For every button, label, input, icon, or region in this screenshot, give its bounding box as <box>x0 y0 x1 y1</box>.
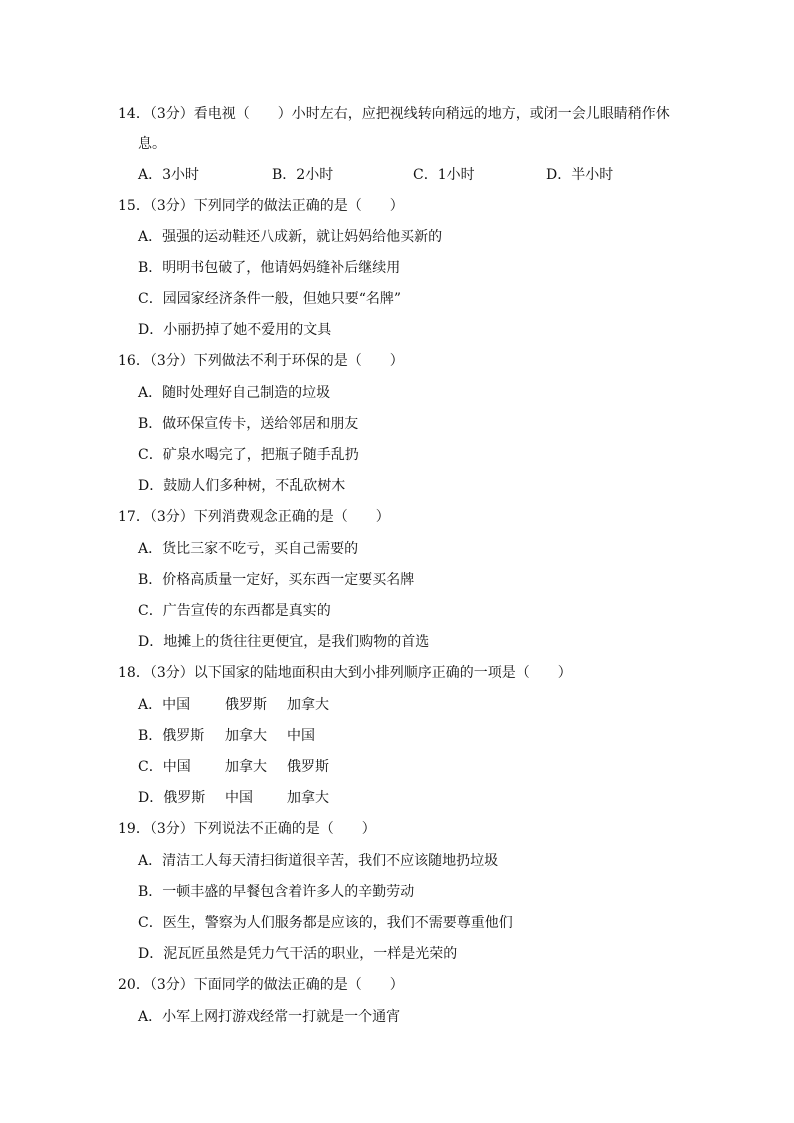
option-cell: 加拿大 <box>287 697 329 713</box>
question-20-option-a[interactable]: A．小军上网打游戏经常一打就是一个通宵 <box>138 1009 401 1025</box>
question-15-option-b[interactable]: B．明明书包破了，他请妈妈缝补后继续用 <box>138 260 401 276</box>
question-14-stem-continued: 息。 <box>138 136 166 152</box>
question-16-option-b[interactable]: B．做环保宣传卡，送给邻居和朋友 <box>138 416 359 432</box>
option-letter-cell: B．俄罗斯 <box>138 728 205 744</box>
option-d[interactable]: D．半小时 <box>546 167 614 183</box>
option-a[interactable]: A．3小时 <box>138 167 200 183</box>
option-letter-cell: A．中国 <box>138 697 191 713</box>
question-19-option-c[interactable]: C．医生，警察为人们服务都是应该的，我们不需要尊重他们 <box>138 915 513 931</box>
question-16-stem: 16．（3分）下列做法不利于环保的是（ ） <box>118 353 404 369</box>
question-17-option-a[interactable]: A．货比三家不吃亏，买自己需要的 <box>138 541 359 557</box>
question-16-option-c[interactable]: C．矿泉水喝完了，把瓶子随手乱扔 <box>138 447 359 463</box>
option-cell: 中国 <box>287 728 315 744</box>
question-16-option-d[interactable]: D．鼓励人们多种树，不乱砍树木 <box>138 478 346 494</box>
question-20-stem: 20．（3分）下面同学的做法正确的是（ ） <box>118 977 404 993</box>
option-cell: 加拿大 <box>287 790 329 806</box>
option-b[interactable]: B．2小时 <box>272 167 334 183</box>
question-19-option-b[interactable]: B．一顿丰盛的早餐包含着许多人的辛勤劳动 <box>138 884 415 900</box>
question-17-option-c[interactable]: C．广告宣传的东西都是真实的 <box>138 603 331 619</box>
option-cell: 加拿大 <box>225 728 267 744</box>
question-19-option-a[interactable]: A．清洁工人每天清扫街道很辛苦，我们不应该随地扔垃圾 <box>138 853 499 869</box>
option-cell: 中国 <box>225 790 253 806</box>
question-14-stem: 14．（3分）看电视（ ）小时左右，应把视线转向稍远的地方，或闭一会儿眼睛稍作休 <box>118 106 670 122</box>
question-15-option-d[interactable]: D．小丽扔掉了她不爱用的文具 <box>138 322 332 338</box>
question-17-stem: 17．（3分）下列消费观念正确的是（ ） <box>118 509 390 525</box>
question-17-option-b[interactable]: B．价格高质量一定好，买东西一定要买名牌 <box>138 572 415 588</box>
question-16-option-a[interactable]: A．随时处理好自己制造的垃圾 <box>138 385 331 401</box>
question-17-option-d[interactable]: D．地摊上的货往往更便宜，是我们购物的首选 <box>138 634 430 650</box>
question-15-option-c[interactable]: C．园园家经济条件一般，但她只要“名牌” <box>138 291 402 307</box>
question-15-option-a[interactable]: A．强强的运动鞋还八成新，就让妈妈给他买新的 <box>138 229 443 245</box>
option-letter-cell: D．俄罗斯 <box>138 790 206 806</box>
question-19-stem: 19．（3分）下列说法不正确的是（ ） <box>118 821 376 837</box>
question-19-option-d[interactable]: D．泥瓦匠虽然是凭力气干活的职业，一样是光荣的 <box>138 946 458 962</box>
option-cell: 加拿大 <box>225 759 267 775</box>
question-18-stem: 18．（3分）以下国家的陆地面积由大到小排列顺序正确的一项是（ ） <box>118 665 572 681</box>
option-letter-cell: C．中国 <box>138 759 191 775</box>
option-cell: 俄罗斯 <box>287 759 329 775</box>
option-cell: 俄罗斯 <box>225 697 267 713</box>
option-c[interactable]: C．1小时 <box>413 167 475 183</box>
question-15-stem: 15．（3分）下列同学的做法正确的是（ ） <box>118 198 404 214</box>
